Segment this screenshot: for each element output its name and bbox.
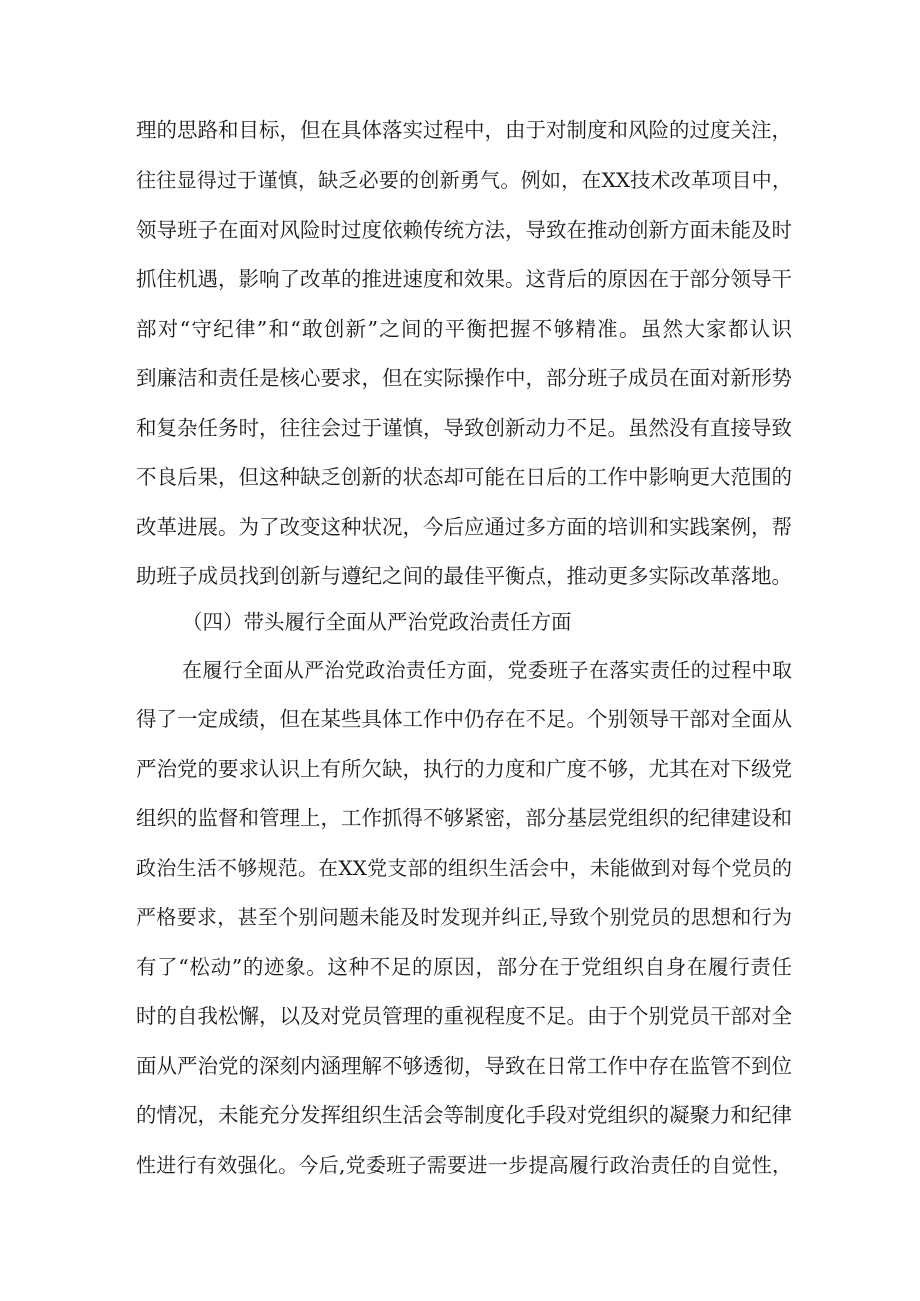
paragraph-2-line: 组织的监督和管理上，工作抓得不够紧密，部分基层党组织的纪律建设和 <box>136 806 792 830</box>
paragraph-1-line: 领导班子在面对风险时过度依赖传统方法，导致在推动创新方面未能及时 <box>136 218 792 242</box>
paragraph-2-line: 在履行全面从严治党政治责任方面，党委班子在落实责任的过程中取 <box>182 658 792 682</box>
paragraph-1-line: 抓住机遇，影响了改革的推进速度和效果。这背后的原因在于部分领导干 <box>136 267 792 291</box>
paragraph-2-line: 面从严治党的深刻内涵理解不够透彻，导致在日常工作中存在监管不到位 <box>136 1054 792 1078</box>
paragraph-2-line: 时的自我松懈，以及对党员管理的重视程度不足。由于个别党员干部对全 <box>136 1004 792 1028</box>
section-heading: （四）带头履行全面从严治党政治责任方面 <box>182 610 572 634</box>
paragraph-2-line: 性进行有效强化。今后,党委班子需要进一步提高履行政治责任的自觉性， <box>136 1153 792 1177</box>
paragraph-1-line: 改革进展。为了改变这种状况，今后应通过多方面的培训和实践案例，帮 <box>136 515 792 539</box>
paragraph-1-line: 往往显得过于谨慎，缺乏必要的创新勇气。例如，在XX技术改革项目中， <box>136 168 792 192</box>
paragraph-2-line: 政治生活不够规范。在XX党支部的组织生活会中，未能做到对每个党员的 <box>136 856 792 880</box>
paragraph-1-line: 不良后果，但这种缺乏创新的状态却可能在日后的工作中影响更大范围的 <box>136 465 792 489</box>
paragraph-2-line: 的情况，未能充分发挥组织生活会等制度化手段对党组织的凝聚力和纪律 <box>136 1103 792 1127</box>
paragraph-1-line: 理的思路和目标，但在具体落实过程中，由于对制度和风险的过度关注， <box>136 118 792 142</box>
paragraph-1-line: 助班子成员找到创新与遵纪之间的最佳平衡点，推动更多实际改革落地。 <box>136 564 792 588</box>
paragraph-1-line: 和复杂任务时，往往会过于谨慎，导致创新动力不足。虽然没有直接导致 <box>136 416 792 440</box>
paragraph-2-line: 严格要求，甚至个别问题未能及时发现并纠正,导致个别党员的思想和行为 <box>136 905 792 929</box>
paragraph-2-line: 严治党的要求认识上有所欠缺，执行的力度和广度不够，尤其在对下级党 <box>136 757 792 781</box>
paragraph-1-line: 部对“守纪律”和“敢创新”之间的平衡把握不够精准。虽然大家都认识 <box>136 317 792 341</box>
paragraph-2-line: 得了一定成绩，但在某些具体工作中仍存在不足。个别领导干部对全面从 <box>136 707 792 731</box>
paragraph-2-line: 有了“松动”的迹象。这种不足的原因，部分在于党组织自身在履行责任 <box>136 955 792 979</box>
paragraph-1-line: 到廉洁和责任是核心要求，但在实际操作中，部分班子成员在面对新形势 <box>136 366 792 390</box>
